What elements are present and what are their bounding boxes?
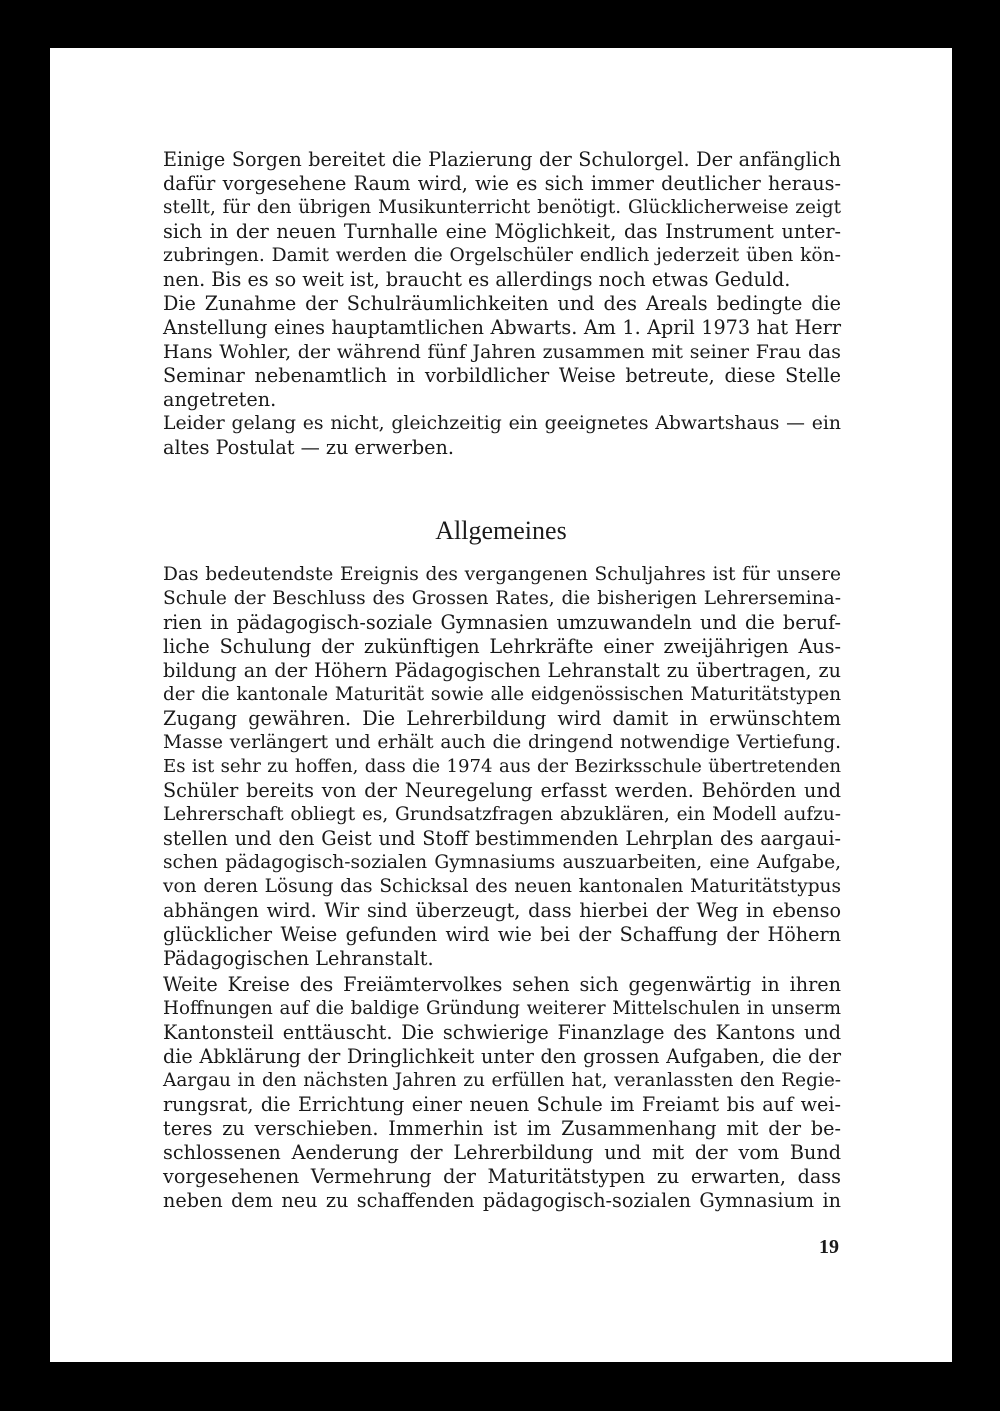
text-line: rungsrat, die Errichtung einer neuen Schule im Freiamt bis auf wei- (163, 1093, 841, 1116)
text-line: zubringen. Damit werden die Orgelschüler endlich jederzeit üben kön- (163, 245, 841, 266)
text-line: Zugang gewähren. Die Lehrerbildung wird damit in erwünschtem (163, 707, 841, 730)
text-line: altes Postulat — zu erwerben. (163, 436, 454, 459)
text-line: Hans Wohler, der während fünf Jahren zusammen mit seiner Frau das (163, 341, 841, 363)
paragraph-schulorgel (163, 148, 841, 292)
text-line: Pädagogischen Lehranstalt. (163, 947, 434, 970)
text-line: rien in pädagogisch-soziale Gymnasien umzuwandeln und die beruf- (163, 611, 841, 634)
text-line: angetreten. (163, 388, 277, 411)
document-page (50, 48, 952, 1362)
text-line: Die Zunahme der Schulräumlichkeiten und des Areals bedingte die (163, 292, 841, 315)
paragraph-abwart (163, 292, 841, 412)
text-line: Lehrerschaft obliegt es, Grundsatzfragen abzuklären, ein Modell aufzu- (163, 804, 841, 825)
paragraph-ereignis (163, 563, 841, 971)
text-line: Seminar nebenamtlich in vorbildlicher Weise betreute, diese Stelle (163, 364, 841, 387)
text-line: Anstellung eines hauptamtlichen Abwarts. Am 1. April 1973 hat Herr (163, 316, 841, 339)
text-line: schen pädagogisch-sozialen Gymnasiums auszuarbeiten, eine Aufgabe, (163, 852, 841, 873)
text-line: neben dem neu zu schaffenden pädagogisch-sozialen Gymnasium in (163, 1189, 841, 1212)
text-line: der die kantonale Maturität sowie alle eidgenössischen Maturitätstypen (163, 684, 841, 705)
page-number: 19 (819, 1236, 839, 1258)
text-line: Aargau in den nächsten Jahren zu erfüllen hat, veranlassten den Regie- (163, 1070, 841, 1091)
text-line: Masse verlängert und erhält auch die dringend notwendige Vertiefung. (163, 732, 841, 753)
text-line: stellen und den Geist und Stoff bestimmenden Lehrplan des aargaui- (163, 827, 841, 850)
text-line: von deren Lösung das Schicksal des neuen kantonalen Maturitätstypus (163, 876, 841, 897)
section-heading: Allgemeines (435, 516, 567, 545)
text-line: Leider gelang es nicht, gleichzeitig ein geeignetes Abwartshaus — ein (163, 413, 841, 434)
text-line: schlossenen Aenderung der Lehrerbildung und mit der vom Bund (163, 1141, 841, 1164)
text-line: abhängen wird. Wir sind überzeugt, dass hierbei der Weg in ebenso (163, 899, 841, 922)
text-line: Hoffnungen auf die baldige Gründung weiterer Mittelschulen in unserm (163, 998, 841, 1019)
paragraph-weite (163, 973, 841, 1213)
text-line: glücklicher Weise gefunden wird wie bei der Schaffung der Höhern (163, 923, 841, 946)
text-line: teres zu verschieben. Immerhin ist im Zusammenhang mit der be- (163, 1117, 841, 1140)
text-line: Schüler bereits von der Neuregelung erfasst werden. Behörden und (163, 779, 841, 802)
text-line: nen. Bis es so weit ist, braucht es allerdings noch etwas Geduld. (163, 268, 791, 291)
text-line: Weite Kreise des Freiämtervolkes sehen sich gegenwärtig in ihren (163, 973, 841, 996)
text-line: bildung an der Höhern Pädagogischen Lehranstalt zu übertragen, zu (163, 659, 841, 682)
text-line: die Abklärung der Dringlichkeit unter den grossen Aufgaben, die der (163, 1045, 841, 1068)
text-line: Kantonsteil enttäuscht. Die schwierige Finanzlage des Kantons und (163, 1021, 841, 1044)
text-line: Es ist sehr zu hoffen, dass die 1974 aus der Bezirksschule übertretenden (163, 756, 841, 777)
paragraph-abwartshaus (163, 412, 841, 460)
text-line: vorgesehenen Vermehrung der Maturitätstypen zu erwarten, dass (163, 1165, 841, 1188)
text-line: Einige Sorgen bereitet die Plazierung der Schulorgel. Der anfänglich (163, 148, 841, 171)
text-line: liche Schulung der zukünftigen Lehrkräfte einer zweijährigen Aus- (163, 635, 841, 658)
text-line: Das bedeutendste Ereignis des vergangenen Schuljahres ist für unsere (163, 564, 841, 585)
text-line: sich in der neuen Turnhalle eine Möglichkeit, das Instrument unter- (163, 220, 841, 243)
text-block-top (163, 148, 841, 460)
text-line: stellt, für den übrigen Musikunterricht benötigt. Glücklicherweise zeigt (163, 197, 841, 218)
text-line: Schule der Beschluss des Grossen Rates, die bisherigen Lehrersemina- (163, 588, 841, 609)
text-line: dafür vorgesehene Raum wird, wie es sich immer deutlicher heraus- (163, 172, 841, 195)
